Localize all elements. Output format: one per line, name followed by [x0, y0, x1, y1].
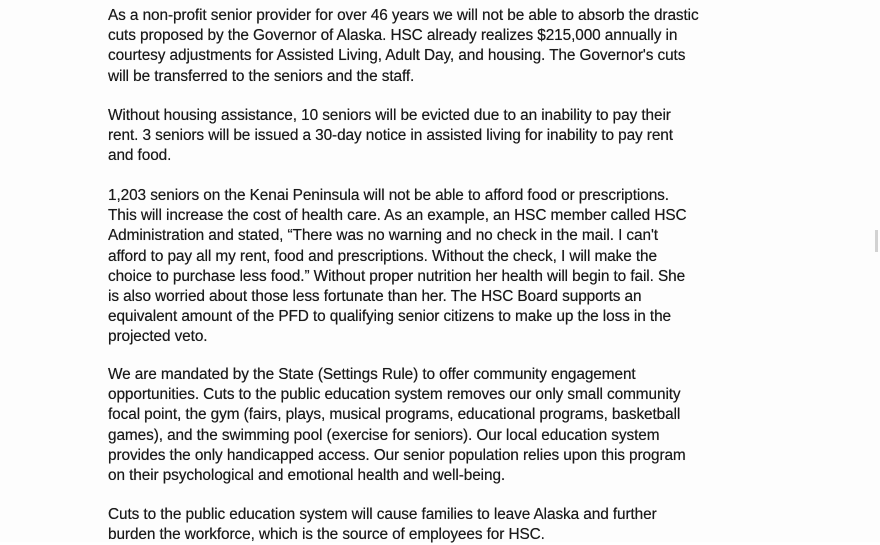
- paragraph-housing-assistance: Without housing assistance, 10 seniors will be evicted due to an inability to pay their rent. 3 seniors will be issued a 30-day notice in assisted living for inability to pay rent and food.: [108, 107, 673, 165]
- paragraph-community-engagement: We are mandated by the State (Settings Rule) to offer community engagement opportunities. Cuts to the public education system removes our only small community focal point, the gym (fairs, plays, musical programs, educational programs, basketball games), and the swimming pool (exercise for seniors). Our local education system provides the only handicapped access. Our senior population relies upon this program on their psychological and emotional health and well-being.: [108, 366, 686, 485]
- paragraph-food-prescriptions: 1,203 seniors on the Kenai Peninsula will not be able to afford food or prescriptions. This will increase the cost of health care. As an example, an HSC member called HSC Administration and stated, “There was no warning and no check in the mail. I can't afford to pay all my rent, food and prescriptions. Without the check, I will make the choice to purchase less food.” Without proper nutrition her health will begin to fail. She is also worried about those less fortunate than her. The HSC Board supports an equivalent amount of the PFD to qualifying senior citizens to make up the loss in the projected veto.: [108, 187, 687, 346]
- paragraph-education-workforce: Cuts to the public education system will cause families to leave Alaska and further burden the workforce, which is the source of employees for HSC.: [108, 506, 657, 544]
- paragraph-nonprofit-cuts: As a non-profit senior provider for over 46 years we will not be able to absorb the drastic cuts proposed by the Governor of Alaska. HSC already realizes $215,000 annually in courtesy adjustments for Assisted Living, Adult Day, and housing. The Governor's cuts will be transferred to the seniors and the staff.: [108, 7, 699, 85]
- scan-edge-mark: [875, 230, 878, 252]
